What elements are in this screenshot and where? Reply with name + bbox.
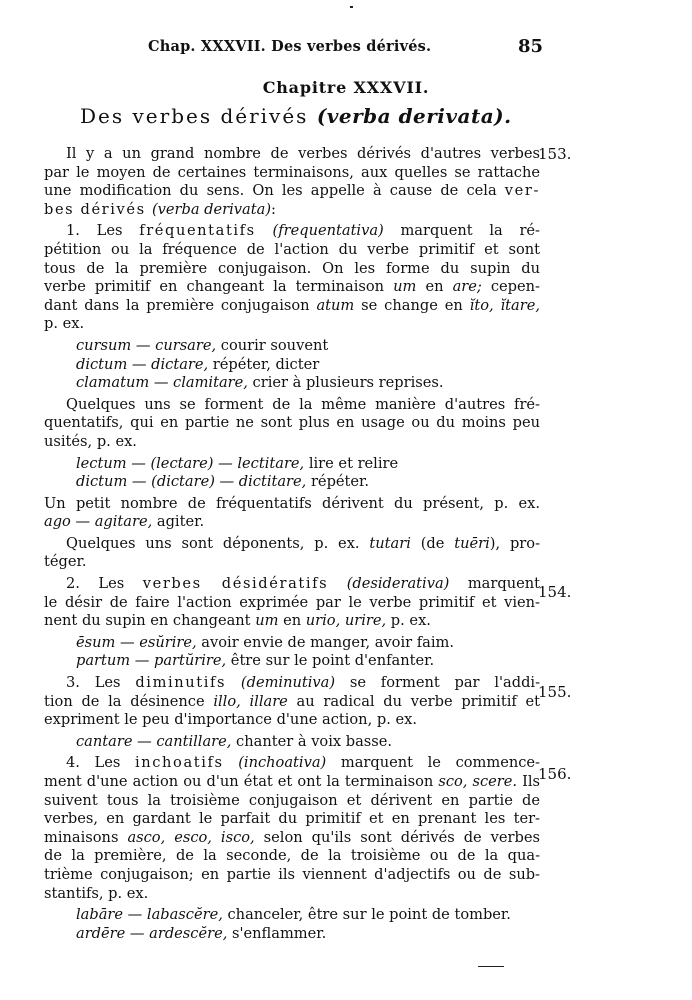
- italic-term: urio, urire,: [305, 612, 387, 630]
- text-segment: selon qu'ils sont dérivés de verbes: [254, 828, 541, 846]
- italic-term: cursum — cursare,: [76, 336, 217, 354]
- margin-number-153: 153.: [538, 145, 572, 163]
- italic-term: (inchoativa): [238, 754, 327, 772]
- text-segment: lire et relire: [304, 454, 399, 472]
- text-segment: verbes, en gardant le parfait du primitif et en prenant les ter-: [44, 810, 540, 828]
- text-segment: par le moyen de certaines terminaisons, aux quelles se rattache: [44, 163, 540, 181]
- text-line: [44, 315, 540, 334]
- italic-term: clamatum — clamitare,: [76, 374, 248, 392]
- margin-number-156: 156.: [538, 765, 572, 783]
- italic-term: ardēre — ardescĕre,: [76, 924, 228, 942]
- text-segment: 2. Les: [66, 575, 143, 593]
- text-segment: répéter.: [306, 473, 370, 491]
- text-line: [44, 396, 540, 415]
- text-line: [44, 847, 540, 866]
- text-segment: p. ex.: [386, 612, 431, 630]
- text-line: [44, 337, 540, 356]
- text-segment: crier à plusieurs reprises.: [247, 374, 444, 392]
- text-line: [44, 553, 540, 572]
- page-number: 85: [518, 36, 544, 57]
- italic-term: labāre — labascĕre,: [76, 906, 223, 924]
- text-segment: ment d'une action ou d'un état et ont la terminaison: [44, 773, 439, 790]
- text-line: [44, 575, 540, 594]
- text-segment: Quelques uns se forment de la même manière d'autres fré-: [66, 395, 540, 413]
- text-line: [44, 594, 540, 613]
- spaced-term: diminutifs: [135, 674, 227, 692]
- text-segment: téger.: [44, 553, 87, 571]
- italic-term: (frequentativa): [272, 222, 384, 240]
- text-line: [44, 810, 540, 829]
- text-segment: agiter.: [152, 513, 205, 531]
- text-line: [44, 792, 540, 811]
- text-segment: courir souvent: [216, 336, 329, 354]
- italic-term: (verba derivata): [151, 200, 272, 218]
- text-segment: en: [416, 278, 453, 296]
- text-line: [44, 634, 540, 653]
- text-segment: marquent: [449, 575, 540, 593]
- text-segment: Il y a un grand nombre de verbes dérivés d'autres verbes: [66, 145, 540, 162]
- text-segment: ), pro-: [489, 534, 541, 552]
- margin-number-155: 155.: [538, 683, 572, 701]
- text-segment: dant dans la première conjugaison: [44, 296, 317, 314]
- text-line: [44, 866, 540, 885]
- italic-term: are;: [452, 278, 482, 296]
- italic-term: atum: [316, 296, 355, 314]
- text-line: [44, 733, 540, 752]
- text-line: [44, 164, 540, 183]
- spaced-term: verbes désidératifs: [142, 575, 329, 593]
- text-segment: verbe primitif en changeant la terminaison: [44, 278, 394, 296]
- italic-term: asco, esco, isco,: [127, 828, 255, 846]
- text-segment: suivent tous la troisième conjugaison et dérivent en partie de: [44, 791, 540, 809]
- text-line: [44, 711, 540, 730]
- spaced-term: fréquentatifs: [139, 222, 256, 240]
- text-segment: p. ex.: [44, 315, 85, 333]
- running-head: Chap. XXXVII. Des verbes dérivés.: [148, 38, 432, 55]
- margin-number-154: 154.: [538, 583, 572, 601]
- text-line: [44, 278, 540, 297]
- text-segment: tion de la désinence: [44, 692, 214, 710]
- text-line: [44, 674, 540, 693]
- print-speck: [478, 966, 504, 967]
- text-segment: se change en: [354, 296, 470, 314]
- text-line: [44, 297, 540, 316]
- section-title-latin: (verba derivata).: [316, 104, 512, 128]
- section-title: [80, 104, 512, 128]
- body-text: [44, 145, 540, 943]
- text-line: [44, 433, 540, 452]
- text-line: [44, 652, 540, 671]
- text-line: [44, 513, 540, 532]
- text-line: [44, 885, 540, 904]
- text-segment: Un petit nombre de fréquentatifs dérivent du présent, p. ex.: [44, 494, 540, 512]
- italic-term: illo, illare: [213, 692, 288, 710]
- text-segment: :: [271, 200, 276, 218]
- text-segment: trième conjugaison; en partie ils viennent d'adjectifs ou de sub-: [44, 865, 540, 883]
- italic-term: (desiderativa): [346, 575, 450, 593]
- text-line: [44, 455, 540, 474]
- text-segment: être sur le point d'enfanter.: [226, 652, 435, 670]
- text-segment: usités, p. ex.: [44, 432, 137, 450]
- text-segment: 4. Les: [66, 754, 136, 772]
- text-segment: [226, 674, 241, 691]
- text-line: [44, 612, 540, 631]
- text-line: [44, 535, 540, 554]
- text-segment: [224, 754, 239, 771]
- text-line: [44, 260, 540, 279]
- text-segment: tous de la première conjugaison. On les forme du supin du: [44, 259, 540, 277]
- text-segment: répéter, dicter: [208, 355, 320, 373]
- text-line: [44, 473, 540, 492]
- text-segment: [256, 222, 273, 239]
- text-segment: se forment par l'addi-: [335, 674, 541, 692]
- text-segment: une modification du sens. On les appelle à cause de cela: [44, 182, 505, 200]
- italic-term: (deminutiva): [240, 674, 336, 692]
- text-segment: au radical du verbe primitif et: [287, 692, 540, 710]
- text-segment: Ils: [517, 773, 540, 790]
- text-segment: Quelques uns sont déponents, p. ex.: [66, 534, 370, 552]
- text-segment: (de: [410, 534, 455, 552]
- text-line: [44, 201, 540, 220]
- text-segment: le désir de faire l'action exprimée par le verbe primitif et vien-: [44, 593, 540, 611]
- italic-term: sco, scere.: [438, 773, 518, 790]
- italic-term: dictum — (dictare) — dictitare,: [76, 473, 307, 491]
- text-segment: marquent la ré-: [383, 222, 540, 240]
- text-line: [44, 925, 540, 944]
- text-segment: 1. Les: [66, 222, 140, 240]
- text-segment: chanceler, être sur le point de tomber.: [222, 906, 511, 924]
- text-line: [44, 495, 540, 514]
- text-line: [44, 773, 540, 792]
- text-segment: expriment le peu d'importance d'une action, p. ex.: [44, 711, 417, 729]
- italic-term: um: [393, 278, 417, 296]
- italic-term: ago — agitare,: [44, 513, 153, 531]
- spaced-term: ver-: [504, 182, 540, 200]
- text-segment: pétition ou la fréquence de l'action du verbe primitif et sont: [44, 240, 540, 258]
- text-line: [44, 754, 540, 773]
- text-line: [44, 829, 540, 848]
- spaced-term: bes dérivés: [44, 200, 152, 218]
- text-segment: [328, 575, 347, 592]
- text-segment: en: [278, 612, 306, 630]
- italic-term: cantare — cantillare,: [76, 732, 232, 750]
- text-segment: avoir envie de manger, avoir faim.: [196, 633, 454, 651]
- italic-term: ĭto, ĭtare,: [469, 296, 540, 314]
- italic-term: lectum — (lectare) — lectitare,: [76, 454, 305, 472]
- spaced-term: inchoatifs: [135, 754, 224, 772]
- italic-term: um: [255, 612, 279, 630]
- italic-term: ēsum — esŭrire,: [76, 633, 197, 651]
- italic-term: partum — partŭrire,: [76, 652, 227, 670]
- text-segment: quentatifs, qui en partie ne sont plus en usage ou du moins peu: [44, 414, 540, 432]
- italic-term: tuēri: [454, 534, 490, 552]
- text-segment: de la première, de la seconde, de la troisième ou de la qua-: [44, 847, 540, 865]
- text-segment: nent du supin en changeant: [44, 612, 256, 630]
- italic-term: dictum — dictare,: [76, 355, 209, 373]
- text-segment: minaisons: [44, 828, 128, 846]
- text-line: [44, 414, 540, 433]
- section-title-main: Des verbes dérivés: [80, 104, 309, 128]
- text-segment: marquent le commence-: [326, 754, 540, 772]
- print-speck: [350, 6, 353, 8]
- text-segment: 3. Les: [66, 674, 136, 692]
- text-line: [44, 356, 540, 375]
- text-line: [44, 693, 540, 712]
- italic-term: tutari: [369, 534, 411, 552]
- text-line: [44, 222, 540, 241]
- text-segment: cepen-: [481, 278, 540, 296]
- text-segment: chanter à voix basse.: [231, 732, 393, 750]
- text-line: [44, 374, 540, 393]
- text-line: [44, 145, 540, 164]
- text-line: [44, 182, 540, 201]
- text-line: [44, 906, 540, 925]
- text-segment: stantifs, p. ex.: [44, 884, 149, 902]
- text-line: [44, 241, 540, 260]
- chapter-title: Chapitre XXXVII.: [262, 78, 430, 97]
- text-segment: s'enflammer.: [227, 924, 327, 942]
